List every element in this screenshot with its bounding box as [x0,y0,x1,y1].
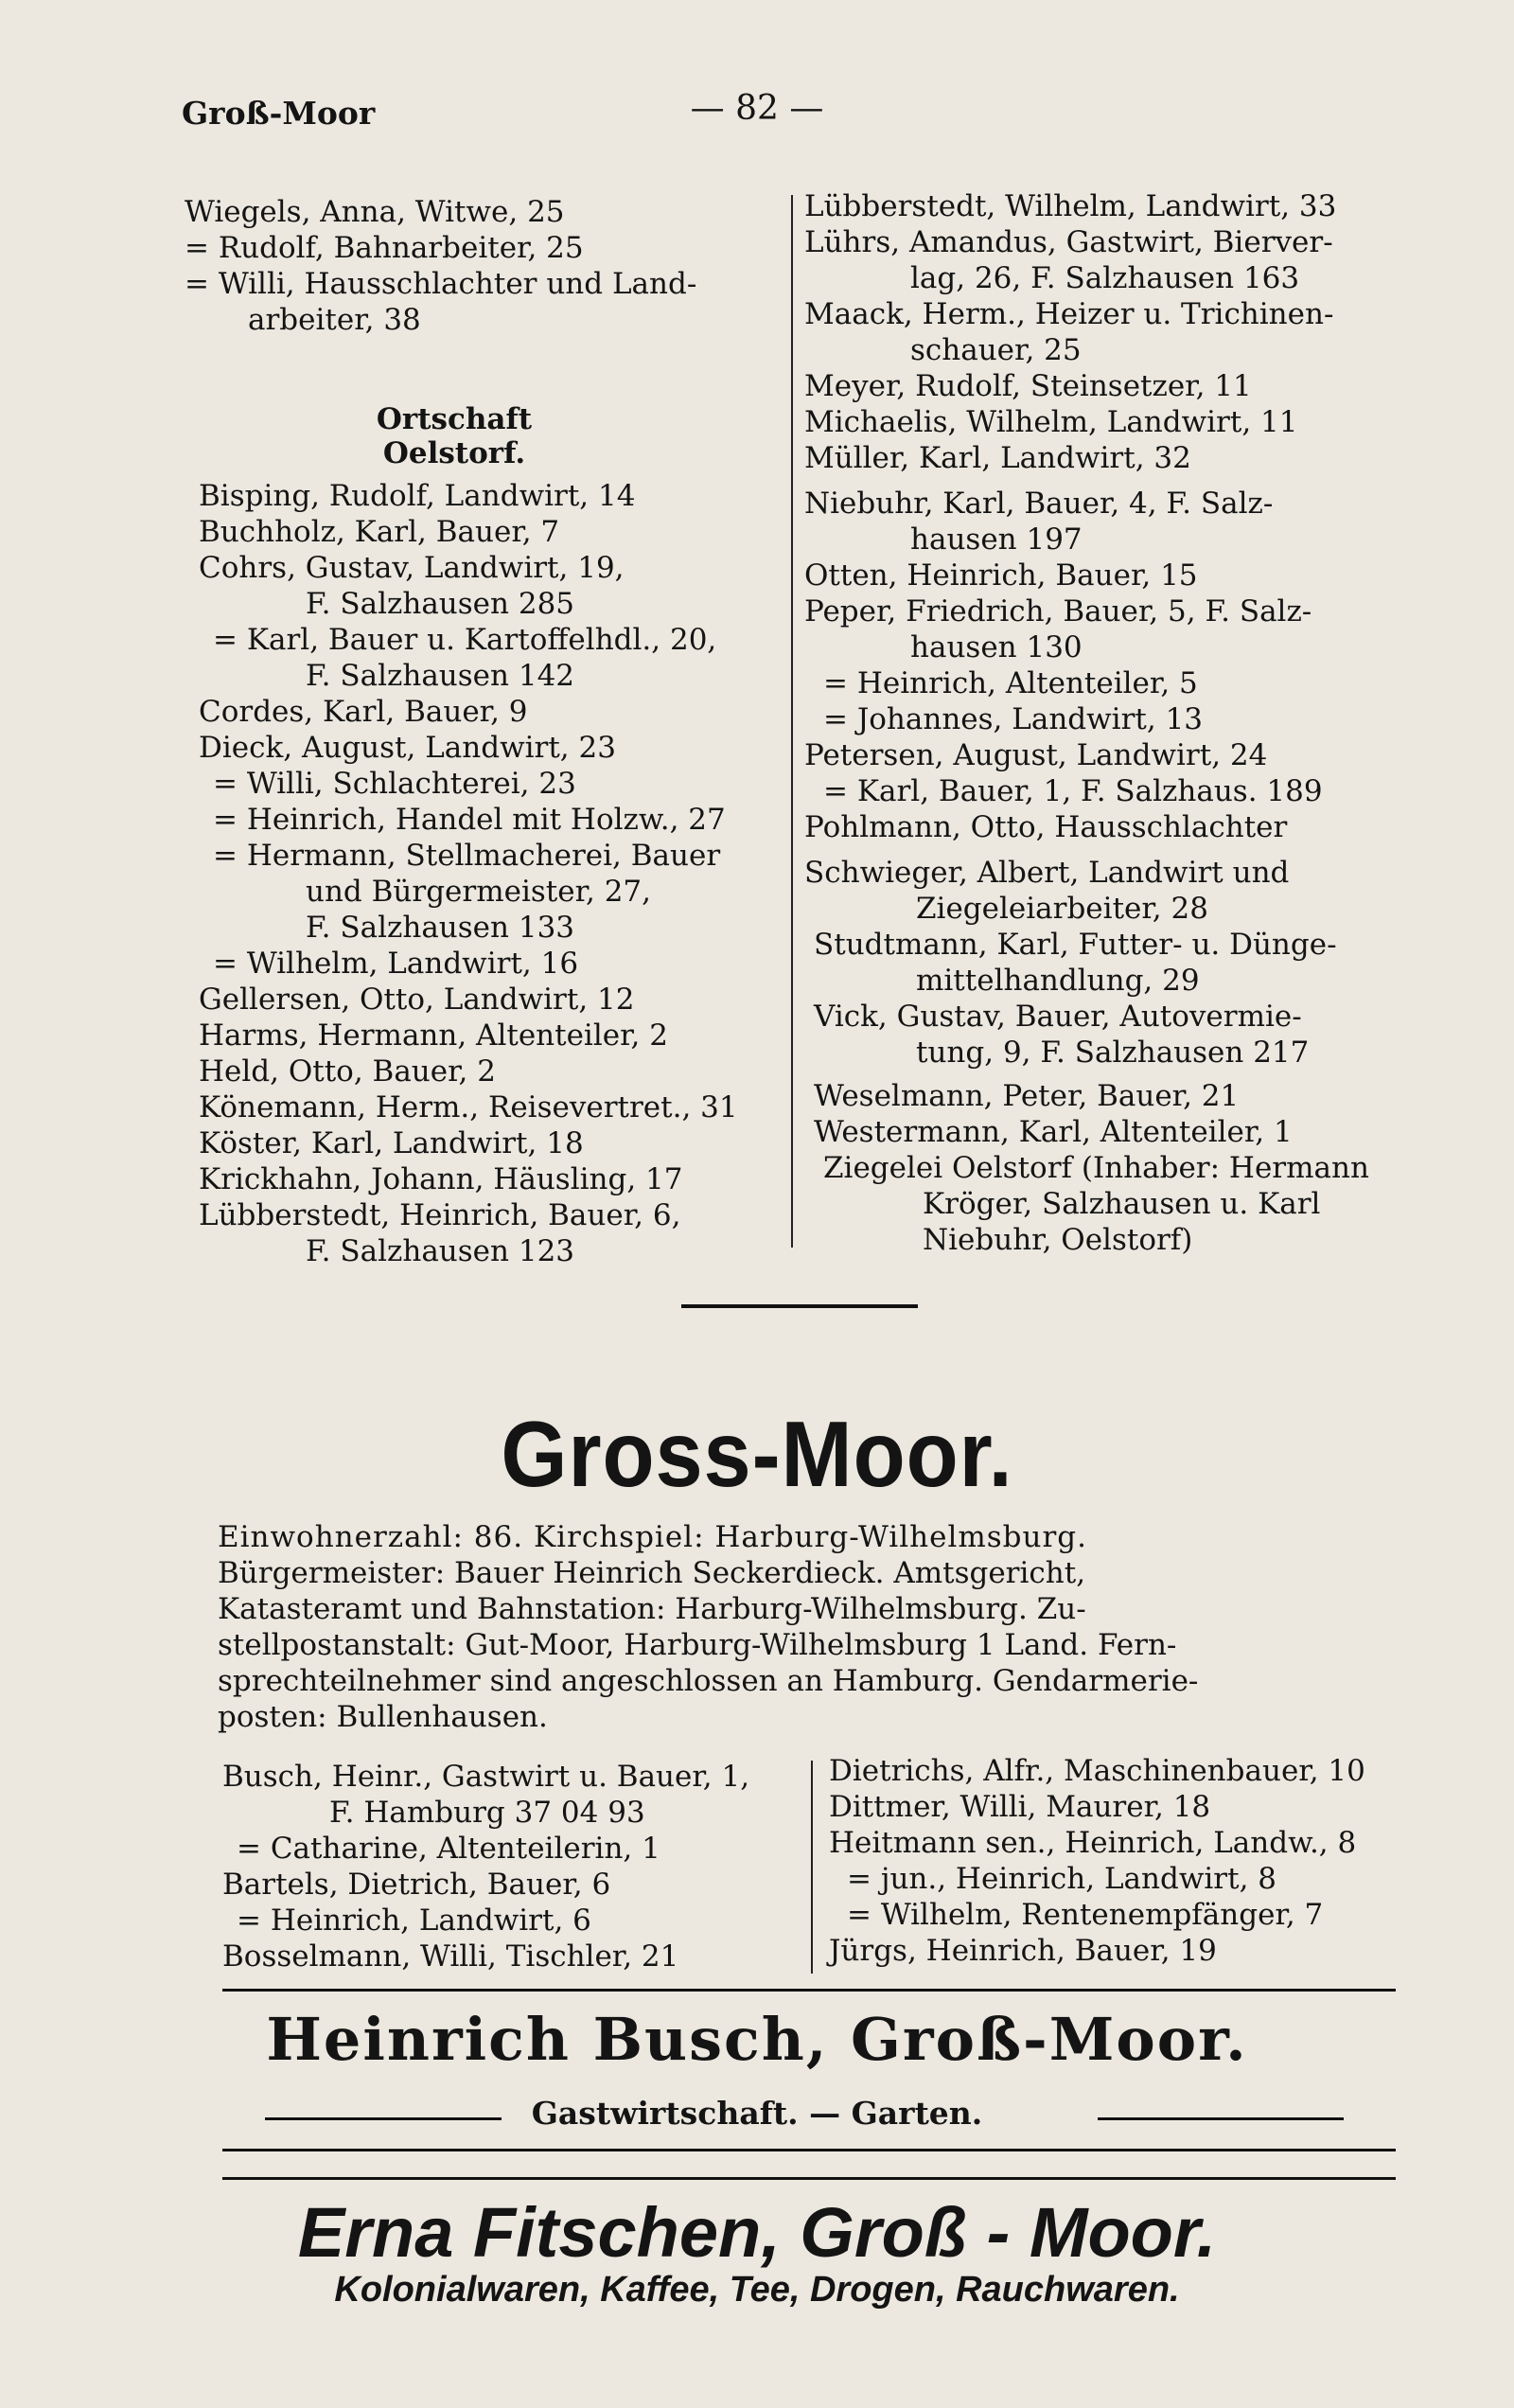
list-item: und Bürgermeister, 27, [306,875,651,909]
section-title: Ortschaft Oelstorf. [376,402,533,470]
list-item: Bartels, Dietrich, Bauer, 6 [222,1868,611,1902]
list-item: Krickhahn, Johann, Häusling, 17 [199,1162,683,1196]
ad-subline: Gastwirtschaft. — Garten. [531,2095,983,2132]
running-header: Groß-Moor [182,95,376,132]
list-item: arbeiter, 38 [248,303,421,337]
list-item: Niebuhr, Oelstorf) [923,1223,1193,1257]
list-item: mittelhandlung, 29 [916,964,1200,998]
list-item: hausen 130 [910,630,1083,664]
list-item: Niebuhr, Karl, Bauer, 4, F. Salz- [804,487,1274,521]
list-item: Michaelis, Wilhelm, Landwirt, 11 [804,405,1298,439]
ad-business-name: Heinrich Busch, Groß-Moor. [266,2005,1248,2074]
ad-business-name: Erna Fitschen, Groß - Moor. [297,2193,1217,2272]
list-item: Schwieger, Albert, Landwirt und [804,856,1290,890]
page-number: — 82 — [690,89,824,128]
list-item: Heitmann sen., Heinrich, Landw., 8 [829,1826,1357,1860]
list-item: Ziegelei Oelstorf (Inhaber: Hermann [823,1151,1369,1185]
list-item: Dittmer, Willi, Maurer, 18 [829,1790,1211,1824]
list-item: Kröger, Salzhausen u. Karl [923,1187,1321,1221]
list-item: Meyer, Rudolf, Steinsetzer, 11 [804,369,1252,403]
list-item: Buchholz, Karl, Bauer, 7 [199,515,560,549]
list-item: Gellersen, Otto, Landwirt, 12 [199,983,635,1017]
list-item: tung, 9, F. Salzhausen 217 [916,1036,1310,1070]
list-item: Cordes, Karl, Bauer, 9 [199,695,528,729]
list-item: Cohrs, Gustav, Landwirt, 19, [199,551,625,585]
list-item: Peper, Friedrich, Bauer, 5, F. Salz- [804,594,1312,629]
list-item: Köster, Karl, Landwirt, 18 [199,1126,584,1160]
list-item: Weselmann, Peter, Bauer, 21 [814,1079,1240,1113]
ad-divider [1098,2117,1344,2120]
intro-line: posten: Bullenhausen. [218,1700,548,1734]
list-item: Maack, Herm., Heizer u. Trichinen- [804,297,1334,331]
list-item: = Wilhelm, Landwirt, 16 [213,947,579,981]
list-item: F. Salzhausen 142 [306,659,575,693]
ad-top-rule [222,2177,1396,2180]
list-item: = Catharine, Altenteilerin, 1 [237,1832,660,1866]
list-item: F. Salzhausen 123 [306,1234,575,1268]
intro-line: stellpostanstalt: Gut-Moor, Harburg-Wilhelmsburg 1 Land. Fern- [218,1628,1177,1662]
list-item: = Hermann, Stellmacherei, Bauer [213,839,721,873]
list-item: Wiegels, Anna, Witwe, 25 [185,195,565,229]
list-item: = Karl, Bauer, 1, F. Salzhaus. 189 [823,774,1323,808]
list-item: Lübberstedt, Heinrich, Bauer, 6, [199,1198,681,1232]
list-item: Dieck, August, Landwirt, 23 [199,731,616,765]
intro-line: Einwohnerzahl: 86. Kirchspiel: Harburg-Wilhelmsburg. [218,1520,1087,1554]
list-item: = Karl, Bauer u. Kartoffelhdl., 20, [213,623,717,657]
list-item: F. Hamburg 37 04 93 [329,1796,645,1830]
list-item: Könemann, Herm., Reisevertret., 31 [199,1090,738,1124]
list-item: hausen 197 [910,522,1083,557]
intro-line: Katasteramt und Bahnstation: Harburg-Wilhelmsburg. Zu- [218,1592,1086,1626]
list-item: = Willi, Hausschlachter und Land- [185,267,697,301]
list-item: = Heinrich, Altenteiler, 5 [823,666,1198,700]
list-item: Jürgs, Heinrich, Bauer, 19 [829,1934,1217,1968]
list-item: = Wilhelm, Rentenempfänger, 7 [847,1898,1324,1932]
column-divider [811,1761,813,1974]
list-item: Lührs, Amandus, Gastwirt, Bierver- [804,225,1333,259]
list-item: Ziegeleiarbeiter, 28 [916,892,1208,926]
list-item: Busch, Heinr., Gastwirt u. Bauer, 1, [222,1760,750,1794]
list-item: Petersen, August, Landwirt, 24 [804,738,1268,772]
list-item: Bisping, Rudolf, Landwirt, 14 [199,479,636,513]
list-item: F. Salzhausen 133 [306,911,575,945]
ad-subline: Kolonialwaren, Kaffee, Tee, Drogen, Rauchwaren. [334,2270,1180,2310]
list-item: Pohlmann, Otto, Hausschlachter [804,810,1288,844]
list-item: Held, Otto, Bauer, 2 [199,1054,496,1089]
list-item: Otten, Heinrich, Bauer, 15 [804,558,1198,593]
list-item: = Willi, Schlachterei, 23 [213,767,576,801]
list-item: Vick, Gustav, Bauer, Autovermie- [814,1000,1302,1034]
list-item: Studtmann, Karl, Futter- u. Dünge- [814,928,1337,962]
intro-line: Bürgermeister: Bauer Heinrich Seckerdieck. Amtsgericht, [218,1556,1086,1590]
section-divider [681,1304,918,1308]
list-item: = Rudolf, Bahnarbeiter, 25 [185,231,584,265]
intro-line: sprechteilnehmer sind angeschlossen an Hamburg. Gendarmerie- [218,1664,1199,1698]
list-item: = Johannes, Landwirt, 13 [823,702,1204,736]
list-item: F. Salzhausen 285 [306,587,575,621]
list-item: Müller, Karl, Landwirt, 32 [804,441,1191,475]
list-item: Harms, Hermann, Altenteiler, 2 [199,1018,668,1053]
list-item: = Heinrich, Handel mit Holzw., 27 [213,803,726,837]
list-item: Dietrichs, Alfr., Maschinenbauer, 10 [829,1754,1365,1788]
list-item: schauer, 25 [910,333,1082,367]
column-divider [791,195,793,1248]
place-title: Gross-Moor. [501,1402,1013,1506]
list-item: = Heinrich, Landwirt, 6 [237,1903,591,1938]
list-item: Bosselmann, Willi, Tischler, 21 [222,1939,679,1974]
list-item: = jun., Heinrich, Landwirt, 8 [847,1862,1276,1896]
list-item: Westermann, Karl, Altenteiler, 1 [814,1115,1293,1149]
list-item: lag, 26, F. Salzhausen 163 [910,261,1300,295]
list-item: Lübberstedt, Wilhelm, Landwirt, 33 [804,189,1337,223]
